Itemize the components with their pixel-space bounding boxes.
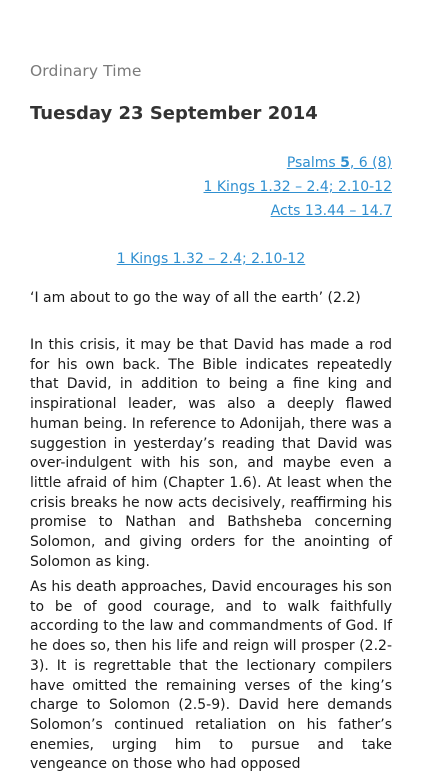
readings-list [204, 151, 392, 223]
reading-link-acts[interactable]: Acts 13.44 – 14.7 [270, 203, 392, 219]
commentary-paragraph: As his death approaches, David encourages his son to be of good courage, and to walk faithfully according to the law and commandments of God. If he does so, then his life and reign will prosper (2.2-3). It is regrettable that the lectionary compilers have omitted the remaining verses of the king’s charge to Solomon (2.5-9). David here demands Solomon’s continued retaliation on his father’s enemies, urging him to pursue and take vengeance on those who had opposed [30, 579, 392, 773]
reading-link-psalms[interactable] [204, 151, 392, 175]
psalms-suffix: , 6 (8) [349, 155, 392, 171]
focus-reading [30, 249, 392, 269]
psalms-prefix: Psalms [286, 155, 341, 171]
key-verse-quote: ‘I am about to go the way of all the earth’ (2.2) [30, 290, 361, 306]
page-title-date: Tuesday 23 September 2014 [30, 103, 318, 124]
commentary-paragraph: In this crisis, it may be that David has made a rod for his own back. The Bible indicates repeatedly that David, in addition to being a fine king and inspirational leader, was also a deeply flawed human being. In reference to Adonijah, there was a suggestion in yesterday’s reading that David was over-indulgent with his son, and maybe even a little afraid of him (Chapter 1.6). At least when the crisis breaks he now acts decisively, reaffirming his promise to Nathan and Bathsheba concerning Solomon, and giving orders for the anointing of Solomon as king. [30, 337, 392, 570]
psalms-number: 5 [340, 155, 350, 171]
liturgical-season: Ordinary Time [30, 62, 142, 80]
focus-reading-link[interactable]: 1 Kings 1.32 – 2.4; 2.10-12 [116, 251, 306, 267]
reading-link-kings[interactable]: 1 Kings 1.32 – 2.4; 2.10-12 [203, 179, 392, 195]
